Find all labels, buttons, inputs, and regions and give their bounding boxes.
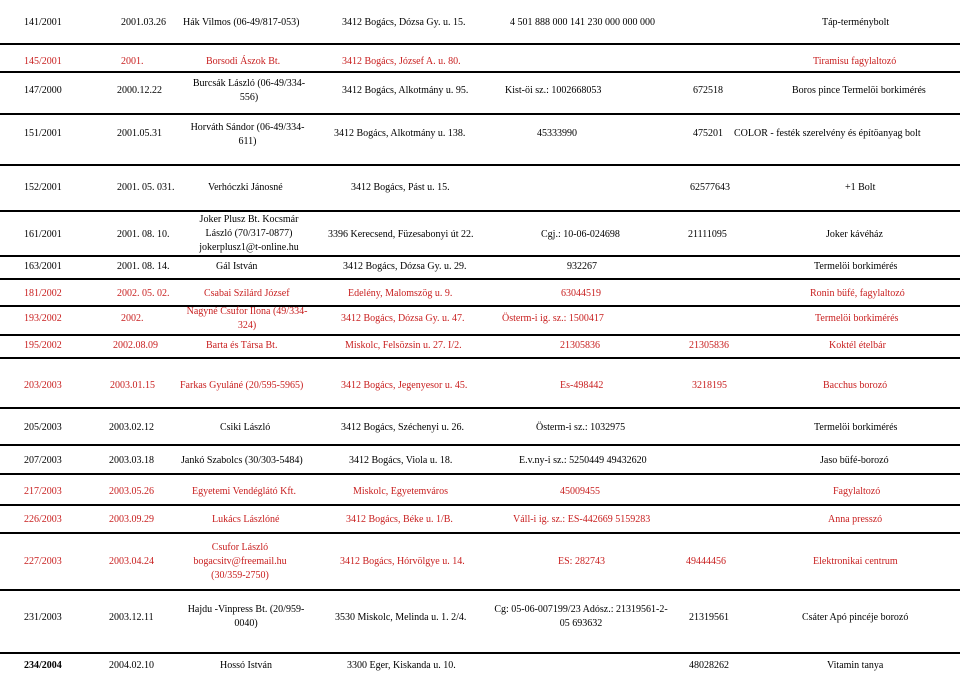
cell-name: Farkas Gyuláné (20/595-5965) — [180, 380, 304, 391]
cell-shop: Vitamin tanya — [827, 660, 884, 671]
cell-id: 226/2003 — [24, 514, 62, 525]
row-divider — [0, 255, 960, 257]
cell-id: 217/2003 — [24, 486, 62, 497]
cell-shop: Joker kávéház — [826, 229, 883, 240]
row-divider — [0, 305, 960, 307]
cell-reg: 21305836 — [560, 340, 600, 351]
cell-address: Edelény, Malomszög u. 9. — [348, 288, 453, 299]
cell-name: Hajdu -Vinpress Bt. (20/959-0040) — [187, 604, 305, 629]
cell-name: Hák Vilmos (06-49/817-053) — [183, 17, 300, 28]
cell-reg: Kist-öi sz.: 1002668053 — [505, 85, 602, 96]
cell-name: Jankó Szabolcs (30/303-5484) — [181, 455, 303, 466]
cell-shop: +1 Bolt — [845, 182, 876, 193]
cell-shop: Ronin büfé, fagylaltozó — [810, 288, 905, 299]
cell-reg: Cg: 05-06-007199/23 Adósz.: 21319561-2-05 693632 — [494, 604, 668, 629]
cell-name: Hossó István — [220, 660, 272, 671]
cell-date: 2002. 05. 02. — [117, 288, 170, 299]
cell-tax: 475201 — [693, 128, 723, 139]
cell-address: 3412 Bogács, Dózsa Gy. u. 47. — [341, 313, 465, 324]
cell-reg: 932267 — [567, 261, 597, 272]
cell-id: 181/2002 — [24, 288, 62, 299]
row-divider — [0, 444, 960, 446]
cell-reg: Österm-i sz.: 1032975 — [536, 422, 626, 433]
cell-address: 3396 Kerecsend, Füzesabonyi út 22. — [328, 229, 474, 240]
row-divider — [0, 334, 960, 336]
cell-shop: Termelöi borkimérés — [814, 422, 898, 433]
cell-id: 147/2000 — [24, 85, 62, 96]
row-divider — [0, 504, 960, 506]
cell-name: Lukács Lászlóné — [212, 514, 280, 525]
cell-name: Joker Plusz Bt. Kocsmár László (70/317-0877) jokerplusz1@t-online.hu — [199, 214, 299, 253]
cell-name: Barta és Társa Bt. — [206, 340, 278, 351]
cell-date: 2003.03.18 — [109, 455, 154, 466]
cell-reg: Es-498442 — [560, 380, 604, 391]
cell-reg: 45333990 — [537, 128, 577, 139]
cell-id: 203/2003 — [24, 380, 62, 391]
cell-name: Borsodi Ászok Bt. — [206, 56, 281, 67]
cell-address: 3412 Bogács, Széchenyi u. 26. — [341, 422, 465, 433]
cell-id: 234/2004 — [24, 660, 62, 671]
cell-date: 2002.08.09 — [113, 340, 158, 351]
cell-date: 2001.03.26 — [121, 17, 166, 28]
cell-reg: ES: 282743 — [558, 556, 605, 567]
cell-date: 2002. — [121, 313, 144, 324]
cell-shop: Termelöi borkimérés — [814, 261, 898, 272]
row-divider — [0, 532, 960, 534]
cell-id: 195/2002 — [24, 340, 62, 351]
cell-address: Miskolc, Felsözsin u. 27. I/2. — [345, 340, 462, 351]
cell-date: 2001.05.31 — [117, 128, 162, 139]
cell-shop: Tiramisu fagylaltozó — [813, 56, 897, 67]
cell-date: 2003.04.24 — [109, 556, 154, 567]
cell-shop: Anna presszó — [828, 514, 883, 525]
cell-address: 3412 Bogács, Dózsa Gy. u. 29. — [343, 261, 467, 272]
cell-address: 3412 Bogács, Jegenyesor u. 45. — [341, 380, 468, 391]
row-divider — [0, 113, 960, 115]
cell-shop: Bacchus borozó — [823, 380, 888, 391]
cell-shop: Jaso büfé-borozó — [820, 455, 889, 466]
cell-address: 3412 Bogács, Viola u. 18. — [349, 455, 453, 466]
cell-shop: Fagylaltozó — [833, 486, 881, 497]
cell-id: 141/2001 — [24, 17, 62, 28]
cell-address: Miskolc, Egyetemváros — [353, 486, 448, 497]
cell-id: 145/2001 — [24, 56, 62, 67]
row-divider — [0, 71, 960, 73]
cell-reg: 63044519 — [561, 288, 601, 299]
cell-date: 2003.02.12 — [109, 422, 154, 433]
cell-date: 2003.01.15 — [110, 380, 155, 391]
cell-tax: 48028262 — [689, 660, 729, 671]
cell-reg: 62577643 — [690, 182, 730, 193]
cell-date: 2003.12.11 — [109, 612, 154, 623]
cell-name: Csiki László — [220, 422, 271, 433]
cell-name: Burcsák László (06-49/334-556) — [192, 78, 306, 103]
cell-reg: E.v.ny-i sz.: 5250449 49432620 — [519, 455, 647, 466]
cell-address: 3412 Bogács, Hórvölgye u. 14. — [340, 556, 465, 567]
cell-tax: 21305836 — [689, 340, 729, 351]
cell-date: 2001. 08. 10. — [117, 229, 170, 240]
cell-address: 3412 Bogács, József A. u. 80. — [342, 56, 461, 67]
cell-date: 2001. 05. 031. — [117, 182, 175, 193]
cell-name: Horváth Sándor (06-49/334-611) — [190, 122, 305, 147]
cell-date: 2001. 08. 14. — [117, 261, 170, 272]
cell-shop: Boros pince Termelöi borkimérés — [792, 85, 926, 96]
cell-tax: 49444456 — [686, 556, 726, 567]
cell-name: Csufor László bogacsitv@freemail.hu (30/359-2750) — [193, 542, 287, 581]
cell-tax: 3218195 — [692, 380, 727, 391]
row-divider — [0, 278, 960, 280]
cell-shop: Táp-terménybolt — [822, 17, 890, 28]
cell-shop: COLOR - festék szerelvény és építöanyag bolt — [734, 128, 921, 139]
cell-date: 2001. — [121, 56, 144, 67]
cell-address: 3412 Bogács, Pást u. 15. — [351, 182, 450, 193]
cell-id: 227/2003 — [24, 556, 62, 567]
cell-shop: Termelöi borkimérés — [815, 313, 899, 324]
cell-tax: 21111095 — [688, 229, 727, 240]
cell-address: 3412 Bogács, Béke u. 1/B. — [346, 514, 453, 525]
row-divider — [0, 164, 960, 166]
cell-reg: Váll-i ig. sz.: ES-442669 5159283 — [513, 514, 651, 525]
row-divider — [0, 407, 960, 409]
cell-id: 161/2001 — [24, 229, 62, 240]
cell-id: 207/2003 — [24, 455, 62, 466]
cell-address: 3412 Bogács, Dózsa Gy. u. 15. — [342, 17, 466, 28]
cell-id: 205/2003 — [24, 422, 62, 433]
row-divider — [0, 210, 960, 212]
cell-id: 163/2001 — [24, 261, 62, 272]
row-divider — [0, 473, 960, 475]
cell-shop: Koktél ételbár — [829, 340, 886, 351]
row-divider — [0, 43, 960, 45]
cell-id: 193/2002 — [24, 313, 62, 324]
cell-date: 2004.02.10 — [109, 660, 154, 671]
cell-address: 3412 Bogács, Alkotmány u. 138. — [334, 128, 466, 139]
row-divider — [0, 652, 960, 654]
cell-address: 3300 Eger, Kiskanda u. 10. — [347, 660, 456, 671]
cell-name: Gál István — [216, 261, 258, 272]
cell-reg: 45009455 — [560, 486, 600, 497]
cell-shop: Elektronikai centrum — [813, 556, 898, 567]
cell-tax: 672518 — [693, 85, 723, 96]
cell-shop: Csáter Apó pincéje borozó — [802, 612, 909, 623]
cell-reg: 4 501 888 000 141 230 000 000 000 — [510, 17, 655, 28]
cell-address: 3412 Bogács, Alkotmány u. 95. — [342, 85, 469, 96]
row-divider — [0, 357, 960, 359]
cell-id: 151/2001 — [24, 128, 62, 139]
cell-name: Nagyné Csufor Ilona (49/334-324) — [186, 306, 308, 331]
row-divider — [0, 589, 960, 591]
cell-name: Csabai Szilárd József — [204, 288, 290, 299]
cell-id: 231/2003 — [24, 612, 62, 623]
cell-address: 3530 Miskolc, Melinda u. 1. 2/4. — [335, 612, 467, 623]
cell-date: 2000.12.22 — [117, 85, 162, 96]
cell-id: 152/2001 — [24, 182, 62, 193]
cell-name: Egyetemi Vendéglátó Kft. — [192, 486, 296, 497]
cell-date: 2003.09.29 — [109, 514, 154, 525]
cell-reg: Österm-i ig. sz.: 1500417 — [502, 313, 604, 324]
cell-reg: Cgj.: 10-06-024698 — [541, 229, 620, 240]
cell-date: 2003.05.26 — [109, 486, 154, 497]
cell-tax: 21319561 — [689, 612, 729, 623]
cell-name: Verhóczki Jánosné — [208, 182, 283, 193]
